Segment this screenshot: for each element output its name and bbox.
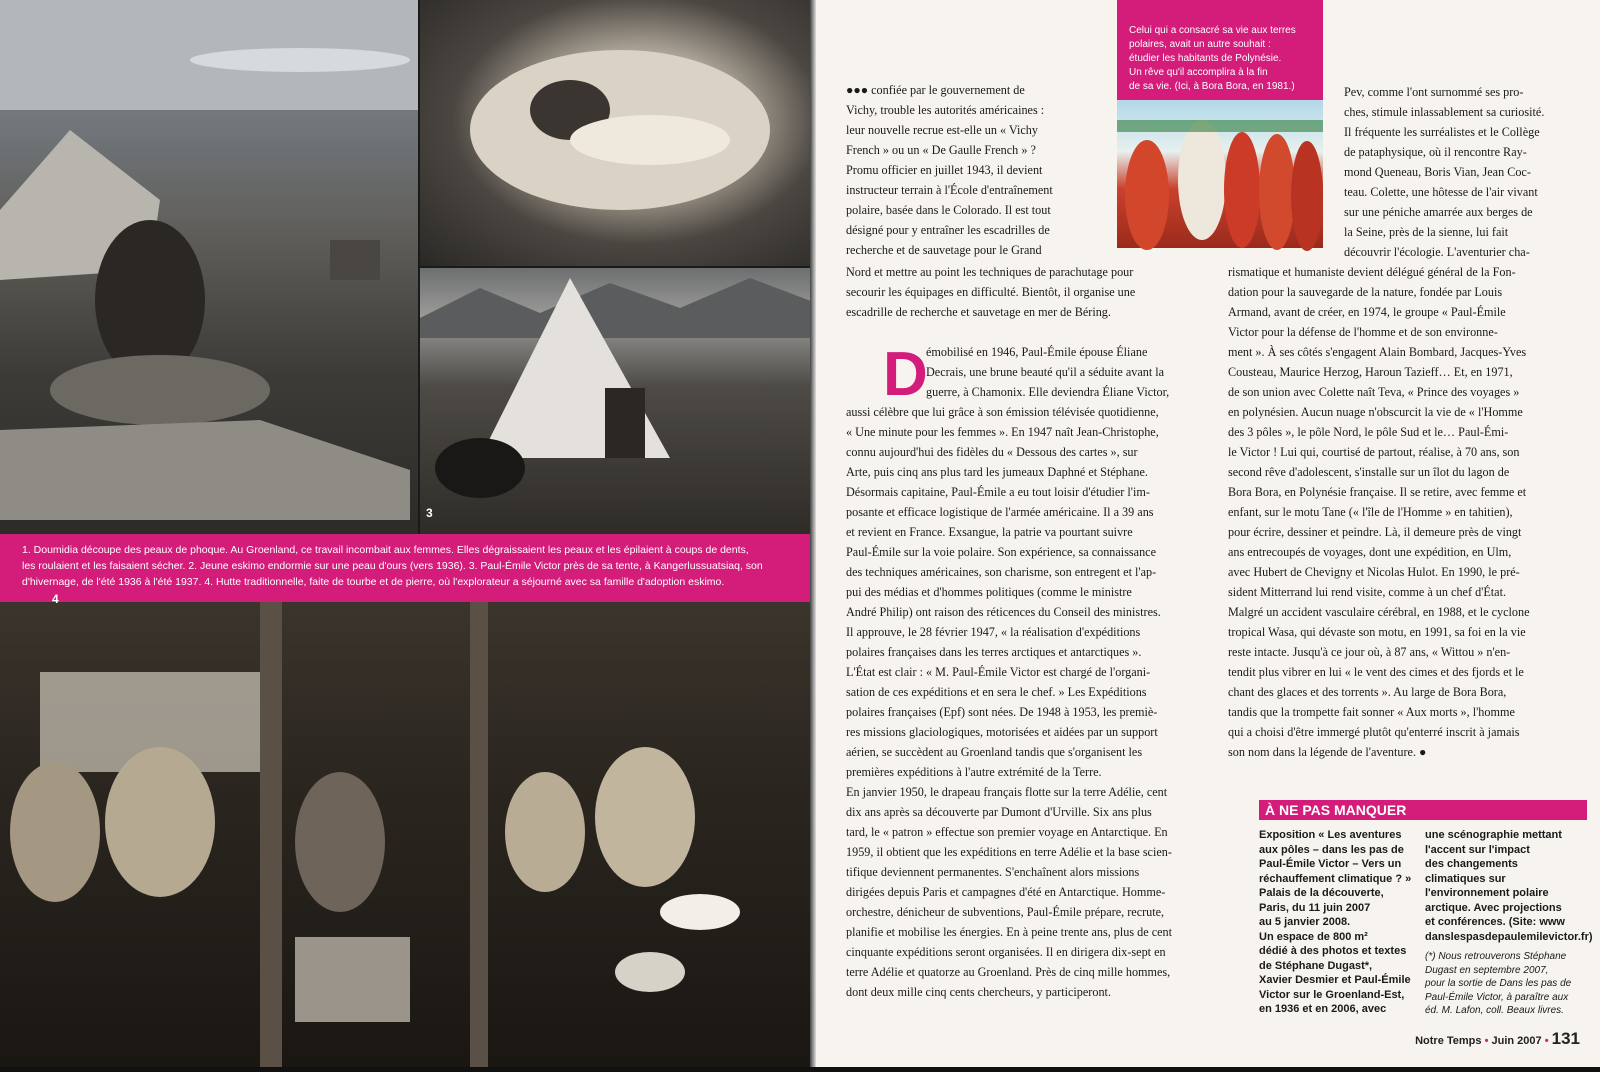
text-line: de son union avec Colette naît Teva, « Prince des voyages » xyxy=(1228,385,1520,399)
text-line: aussi célèbre que lui grâce à son émission télévisée quotidienne, xyxy=(846,405,1159,419)
column-2-top xyxy=(1344,82,1544,262)
text-line: des techniques américaines, son charisme, son entregent et l'ap- xyxy=(846,565,1157,579)
sidebar-line: de Stéphane Dugast*, xyxy=(1259,959,1373,972)
inset-caption-line: Un rêve qu'il accomplira à la fin xyxy=(1129,67,1268,78)
sidebar-footnote-line: Dugast en septembre 2007, xyxy=(1425,964,1549,976)
sidebar-line: Xavier Desmier et Paul-Émile xyxy=(1259,974,1411,986)
sidebar-line: une scénographie mettant xyxy=(1425,829,1562,841)
text-line: Decrais, une brune beauté qu'il a séduite avant la xyxy=(926,365,1165,379)
sidebar-column-b xyxy=(1425,828,1593,1018)
text-line: rismatique et humaniste devient délégué général de la Fon- xyxy=(1228,265,1516,279)
text-line: tifique deviennent permanentes. S'enchaînent alors missions xyxy=(846,865,1140,879)
text-line: Promu officier en juillet 1943, il devient xyxy=(846,163,1043,177)
sidebar-line: climatiques sur xyxy=(1425,872,1506,885)
text-line: émobilisé en 1946, Paul-Émile épouse Éliane xyxy=(926,345,1148,359)
text-line: terre Adélie et quatorze au Groenland. Près de cinq mille hommes, xyxy=(846,965,1171,979)
text-line: mond Queneau, Boris Vian, Jean Coc- xyxy=(1344,165,1531,179)
text-line: Paul-Émile sur la voie polaire. Son expérience, sa connaissance xyxy=(846,545,1156,559)
text-line: res missions glaciologiques, motorisées et aidées par un support xyxy=(846,725,1158,739)
column-1-mid xyxy=(846,262,1135,322)
text-line: son nom dans la légende de l'aventure. ● xyxy=(1228,745,1427,759)
text-line: dix ans après sa découverte par Dumont d'Urville. Six ans plus xyxy=(846,805,1152,819)
photo-bora-bora-dancers xyxy=(1117,100,1323,248)
caption-line: 1. Doumidia découpe des peaux de phoque. Au Groenland, ce travail incombait aux femmes. Elles dégraissaient les peaux et les épilaient à coups de dents, xyxy=(22,544,749,556)
sidebar-line: et conférences. (Site: www xyxy=(1425,916,1565,928)
sidebar-footnote-line: pour la sortie de Dans les pas de xyxy=(1425,978,1572,989)
text-line: ches, stimule inlassablement sa curiosité. xyxy=(1344,105,1545,119)
separator-dot: • xyxy=(1484,1035,1489,1047)
text-line: le Victor ! Lui qui, courtisé de partout, réalise, à 70 ans, son xyxy=(1228,445,1520,459)
sidebar-line: des changements xyxy=(1425,858,1518,870)
text-line: pour écrire, dessiner et peindre. Là, il demeure près de vingt xyxy=(1228,525,1522,539)
text-line: tropical Wasa, qui dévaste son motu, en 1991, sa foi en la vie xyxy=(1228,625,1526,639)
sidebar-line: au 5 janvier 2008. xyxy=(1259,916,1351,928)
photo-1-illustration xyxy=(0,0,418,534)
text-line: pui des médias et d'hommes politiques (comme le ministre xyxy=(846,585,1132,599)
photo-traditional-hut-interior xyxy=(0,592,816,1067)
text-line: escadrille de recherche et sauvetage en mer de Béring. xyxy=(846,305,1111,319)
text-line: second rêve d'adolescent, s'installe sur un îlot du lagon de xyxy=(1228,465,1510,479)
inset-caption-line: polaires, avait un autre souhait : xyxy=(1129,39,1271,50)
text-line: connu aujourd'hui des fidèles du « Dessous des cartes », sur xyxy=(846,445,1138,459)
text-line: en polynésien. Aucun nuage n'obscurcit la vie de « l'Homme xyxy=(1228,405,1523,419)
sidebar-title: À NE PAS MANQUER xyxy=(1259,800,1587,820)
sidebar-line: réchauffement climatique ? » xyxy=(1259,872,1412,885)
text-line: et revient en France. Exsangue, la patrie va pourtant suivre xyxy=(846,525,1133,539)
text-line: L'État est clair : « M. Paul-Émile Victor est chargé de l'organi- xyxy=(846,665,1151,679)
sidebar-line: Exposition « Les aventures xyxy=(1259,829,1402,841)
magazine-name: Notre Temps xyxy=(1415,1035,1482,1047)
sidebar-line: Paris, du 11 juin 2007 xyxy=(1259,901,1371,914)
separator-dot: • xyxy=(1544,1035,1549,1047)
text-line: de pataphysique, où il rencontre Ray- xyxy=(1344,145,1527,159)
text-line: posante et efficace logistique de l'armée américaine. Il a 39 ans xyxy=(846,505,1154,519)
sidebar-line: dédié à des photos et textes xyxy=(1259,945,1407,957)
text-line: polaires françaises (Epf) sont nées. De 1948 à 1953, les premiè- xyxy=(846,705,1158,719)
photo-victor-near-tent xyxy=(420,268,816,534)
photo-4-illustration xyxy=(0,602,816,1067)
text-line: découvrir l'écologie. L'aventurier cha- xyxy=(1344,245,1530,259)
column-2-body xyxy=(1228,262,1530,762)
text-line: Bora Bora, en Polynésie française. Il se retire, avec femme et xyxy=(1228,485,1527,499)
text-line: orchestre, dénicheur de subventions, Paul-Émile prépare, recrute, xyxy=(846,905,1165,919)
inset-caption xyxy=(1117,0,1323,100)
text-line: tard, le « patron » effectue son premier voyage en Antarctique. En xyxy=(846,825,1168,839)
text-line: qui a choisi d'être immergé plutôt qu'enterré inscrit à jamais xyxy=(1228,725,1520,739)
sidebar-line: aux pôles – dans les pas de xyxy=(1259,843,1404,856)
inset-caption-line: étudier les habitants de Polynésie. xyxy=(1129,53,1282,64)
inset-photo-illustration xyxy=(1117,100,1323,248)
sidebar-line: Palais de la découverte, xyxy=(1259,887,1384,899)
text-line: premières expéditions à l'autre extrémité de la Terre. xyxy=(846,765,1102,779)
text-line: aérien, se succèdent au Groenland tandis que s'organisent les xyxy=(846,745,1143,759)
sidebar-line: Victor sur le Groenland-Est, xyxy=(1259,988,1405,1001)
sidebar-line: arctique. Avec projections xyxy=(1425,901,1562,914)
page-number: 131 xyxy=(1551,1029,1580,1048)
text-line: polaire, basée dans le Colorado. Il est tout xyxy=(846,203,1051,217)
text-line: ans entrecoupés de voyages, dont une expédition, en Ulm, xyxy=(1228,545,1512,559)
text-line: Arte, puis cinq ans plus tard les jumeaux Daphné et Stéphane. xyxy=(846,465,1148,479)
caption-line: d'hivernage, de l'été 1936 à l'été 1937. 4. Hutte traditionnelle, faite de tourbe et de pierre, où l'explorateur a séjourné avec sa famille d'adoption eskimo. xyxy=(22,576,725,588)
text-line: instructeur terrain à l'École d'entraînement xyxy=(846,183,1053,197)
text-line: sident Mitterrand lui rend visite, comme à un chef d'État. xyxy=(1228,585,1507,599)
text-line: enfant, sur le motu Tane (« l'île de l'Homme » en tahitien), xyxy=(1228,505,1513,519)
text-line: planifie et mobilise les énergies. En à peine trente ans, plus de cent xyxy=(846,925,1173,939)
text-line: Pev, comme l'ont surnommé ses pro- xyxy=(1344,85,1524,99)
text-line: recherche et de sauvetage pour le Grand xyxy=(846,243,1042,257)
issue-date: Juin 2007 xyxy=(1491,1035,1542,1047)
text-line: désigné pour y entraîner les escadrilles de xyxy=(846,223,1050,237)
right-page xyxy=(816,0,1600,1067)
text-line: Vichy, trouble les autorités américaines : xyxy=(846,103,1045,117)
text-line: cinquante expéditions seront organisées. Il en dirigera dix-sept en xyxy=(846,945,1166,959)
text-line: Victor pour la défense de l'homme et de son environne- xyxy=(1228,325,1498,339)
text-line: guerre, à Chamonix. Elle deviendra Éliane Victor, xyxy=(926,385,1170,399)
text-line: leur nouvelle recrue est-elle un « Vichy xyxy=(846,123,1038,137)
text-line: Cousteau, Maurice Herzog, Haroun Tazieff… Et, en 1971, xyxy=(1228,365,1513,379)
sidebar-footnote-line: Paul-Émile Victor, à paraître aux xyxy=(1425,991,1569,1003)
sidebar-line: l'accent sur l'impact xyxy=(1425,843,1530,856)
photo-woman-cutting-seal-skin xyxy=(0,0,418,534)
text-line: dont deux mille cinq cents chercheurs, y participeront. xyxy=(846,985,1111,999)
photo-2-illustration xyxy=(420,0,816,266)
text-line: sur une péniche amarrée aux berges de xyxy=(1344,205,1533,219)
sidebar-column-a xyxy=(1259,828,1411,1017)
text-line: dation pour la sauvegarde de la nature, fondée par Louis xyxy=(1228,285,1503,299)
text-line: Désormais capitaine, Paul-Émile a eu tout loisir d'étudier l'im- xyxy=(846,485,1150,499)
text-line: André Philip) ont raison des réticences du Conseil des ministres. xyxy=(846,605,1161,619)
text-line: tandis que la trompette fait sonner « Aux morts », l'homme xyxy=(1228,705,1515,719)
photo-sleeping-girl-bearskin xyxy=(420,0,816,266)
column-1-top xyxy=(846,80,1053,260)
text-line: tendit plus vibrer en lui « le vent des cimes et des fjords et le xyxy=(1228,665,1524,679)
sidebar-footnote-line: (*) Nous retrouverons Stéphane xyxy=(1425,951,1567,962)
text-line: avec Hubert de Chevigny et Nicolas Hulot. En 1990, le pré- xyxy=(1228,565,1520,579)
text-line: teau. Colette, une hôtesse de l'air vivant xyxy=(1344,185,1538,199)
text-line: polaires françaises dans les terres arctiques et antarctiques ». xyxy=(846,645,1142,659)
sidebar-line: Paul-Émile Victor – Vers un xyxy=(1259,858,1402,870)
sidebar-footnote-line: éd. M. Lafon, coll. Beaux livres. xyxy=(1425,1005,1564,1016)
column-1-body xyxy=(846,402,1172,1002)
sidebar-line: Un espace de 800 m² xyxy=(1259,930,1368,943)
column-1-indented xyxy=(926,342,1169,402)
sidebar-line: danslespasdepaulemilevictor.fr) xyxy=(1425,930,1593,943)
inset-caption-line: Celui qui a consacré sa vie aux terres xyxy=(1129,25,1296,36)
drop-cap: D xyxy=(883,340,928,409)
text-line: dirigées depuis Paris et campagnes d'été en Antarctique. Homme- xyxy=(846,885,1166,899)
text-line: la Seine, près de la sienne, lui fait xyxy=(1344,225,1509,239)
text-line: Il approuve, le 28 février 1947, « la réalisation d'expéditions xyxy=(846,625,1141,639)
page-folio xyxy=(1415,1029,1580,1049)
text-line: secourir les équipages en difficulté. Bientôt, il organise une xyxy=(846,285,1136,299)
photo-number-4: 4 xyxy=(52,592,59,606)
inset-photo-block xyxy=(1117,0,1323,248)
text-line: Malgré un accident vasculaire cérébral, en 1988, et le cyclone xyxy=(1228,605,1530,619)
text-line: chant des glaces et des torrents ». Au large de Bora Bora, xyxy=(1228,685,1507,699)
text-line: ment ». À ses côtés s'engagent Alain Bombard, Jacques-Yves xyxy=(1228,345,1527,359)
text-line: En janvier 1950, le drapeau français flotte sur la terre Adélie, cent xyxy=(846,785,1168,799)
sidebar-line: l'environnement polaire xyxy=(1425,887,1549,899)
text-line: ●●● confiée par le gouvernement de xyxy=(846,83,1025,97)
text-line: Armand, avant de créer, en 1974, le groupe « Paul-Émile xyxy=(1228,305,1506,319)
photo-captions xyxy=(0,534,816,602)
text-line: Nord et mettre au point les techniques de parachutage pour xyxy=(846,265,1134,279)
caption-line: les roulaient et les faisaient sécher. 2. Jeune eskimo endormie sur une peau d'ours (vers 1936). 3. Paul-Émile Victor près de sa tente, à Kangerlussuatsiaq, son xyxy=(22,560,763,572)
inset-caption-line: de sa vie. (Ici, à Bora Bora, en 1981.) xyxy=(1129,81,1295,92)
text-line: « Une minute pour les femmes ». En 1947 naît Jean-Christophe, xyxy=(846,425,1159,439)
sidebar-box xyxy=(1259,800,1593,1016)
text-line: sation de ces expéditions et en sera le chef. » Les Expéditions xyxy=(846,685,1147,699)
photo-number-3: 3 xyxy=(426,506,433,520)
text-line: 1959, il obtient que les expéditions en terre Adélie et la base scien- xyxy=(846,845,1172,859)
text-line: Il fréquente les surréalistes et le Collège xyxy=(1344,125,1540,139)
photo-3-illustration xyxy=(420,268,816,534)
text-line: reste intacte. Jusqu'à ce jour où, à 87 ans, « Wittou » n'en- xyxy=(1228,645,1511,659)
sidebar-line: en 1936 et en 2006, avec xyxy=(1259,1003,1387,1015)
text-line: des 3 pôles », le pôle Nord, le pôle Sud et le… Paul-Émi- xyxy=(1228,425,1509,439)
text-line: French » ou un « De Gaulle French » ? xyxy=(846,143,1036,157)
